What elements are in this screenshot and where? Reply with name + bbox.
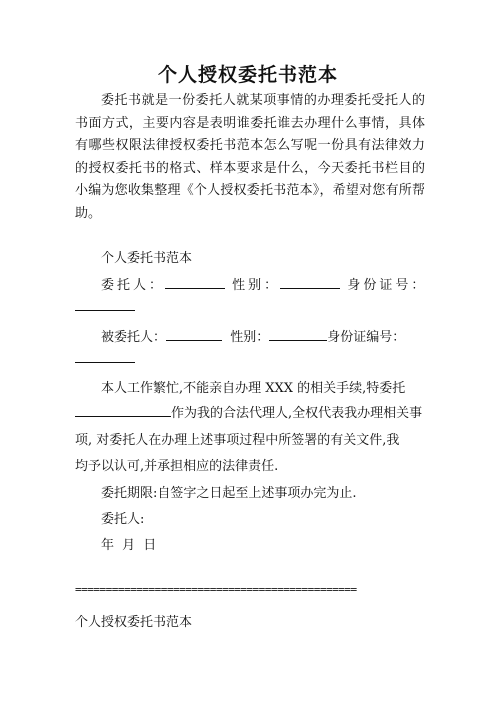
id-blank[interactable]	[75, 298, 135, 311]
body-line-2	[75, 402, 422, 421]
agent-gender-blank[interactable]	[269, 328, 327, 341]
agent-id-label: 身份证编号：	[327, 330, 406, 345]
separator-line: ==============================================	[75, 583, 357, 596]
id-label: 身份证号：	[347, 278, 428, 293]
body-line-3: 项, 对委托人在办理上述事项过程中所签署的有关文件,我	[75, 433, 400, 448]
principal-row	[101, 274, 428, 293]
intro-paragraph: 委托书就是一份委托人就某项事情的办理委托受托人的书面方式，主要内容是表明谁委托谁去办理什么事情，具体有哪些权限法律授权委托书范本怎么写呢一份具有法律效力的授权委托书的格式、样本要求是什么，今天委托书栏目的小编为您收集整理《个人授权委托书范本》，希望对您有所帮助。	[75, 93, 425, 221]
agent-blank[interactable]	[166, 328, 222, 341]
id-blank-row	[75, 298, 135, 315]
entrust-period: 委托期限:自签字之日起至上述事项办完为止.	[101, 486, 357, 501]
agent-gender-label: 性别：	[230, 330, 270, 345]
gender-blank[interactable]	[280, 276, 340, 289]
date-line: 年 月 日	[101, 538, 157, 553]
agent-label: 被委托人：	[101, 330, 167, 345]
gender-label: 性别：	[232, 278, 281, 293]
principal-label: 委托人：	[101, 278, 166, 293]
principal-blank[interactable]	[165, 276, 225, 289]
footer-title: 个人授权委托书范本	[75, 615, 193, 630]
agent-id-blank-row	[75, 350, 135, 367]
body-line-4: 均予以认可,并承担相应的法律责任.	[75, 459, 279, 474]
body-line-2-text: 作为我的合法代理人,全权代表我办理相关事	[171, 406, 423, 421]
document-title: 个人授权委托书范本	[157, 64, 338, 86]
agent-row	[101, 326, 405, 345]
agent-name-blank[interactable]	[75, 404, 171, 417]
section-subtitle: 个人委托书范本	[101, 251, 193, 266]
body-line-1: 本人工作繁忙,不能亲自办理 XXX 的相关手续,特委托	[101, 381, 406, 396]
agent-id-blank[interactable]	[75, 350, 135, 363]
signer-label: 委托人:	[101, 512, 145, 527]
